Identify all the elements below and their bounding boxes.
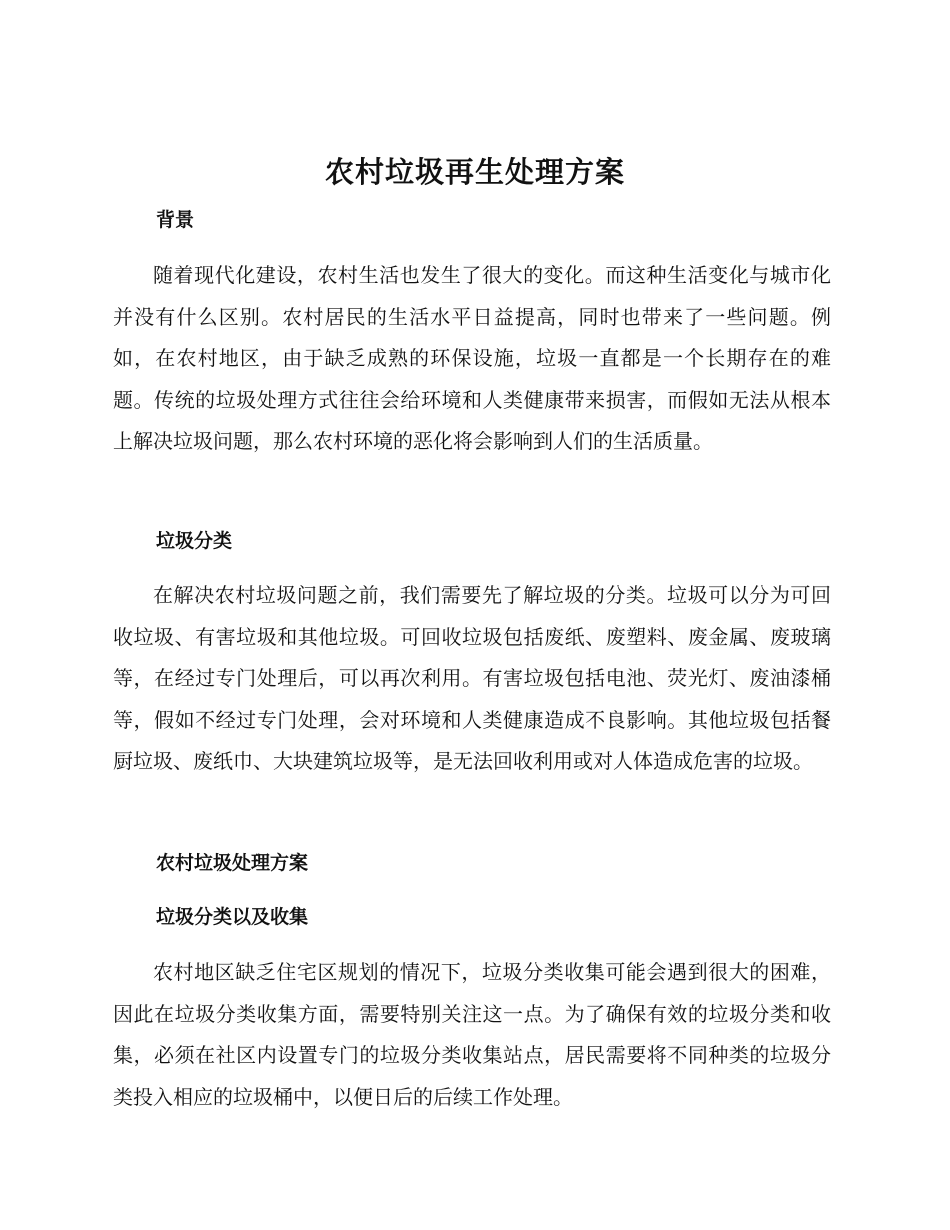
paragraph-background: 随着现代化建设，农村生活也发生了很大的变化。而这种生活变化与城市化并没有什么区别。农村居民的生活水平日益提高，同时也带来了一些问题。例如，在农村地区，由于缺乏成熟的环保设施，垃圾一直都是一个长期存在的难题。传统的垃圾处理方式往往会给环境和人类健康带来损害，而假如无法从根本上解决垃圾问题，那么农村环境的恶化将会影响到人们的生活质量。 <box>113 263 831 453</box>
paragraph-classification: 在解决农村垃圾问题之前，我们需要先了解垃圾的分类。垃圾可以分为可回收垃圾、有害垃圾和其他垃圾。可回收垃圾包括废纸、废塑料、废金属、废玻璃等，在经过专门处理后，可以再次利用。有害垃圾包括电池、荧光灯、废油漆桶等，假如不经过专门处理，会对环境和人类健康造成不良影响。其他垃圾包括餐厨垃圾、废纸巾、大块建筑垃圾等，是无法回收利用或对人体造成危害的垃圾。 <box>113 583 831 773</box>
section-heading-sorting-collection: 垃圾分类以及收集 <box>156 906 309 928</box>
section-heading-background: 背景 <box>156 209 195 231</box>
paragraph-sorting-collection: 农村地区缺乏住宅区规划的情况下，垃圾分类收集可能会遇到很大的困难，因此在垃圾分类收集方面，需要特别关注这一点。为了确保有效的垃圾分类和收集，必须在社区内设置专门的垃圾分类收集站点，居民需要将不同种类的垃圾分类投入相应的垃圾桶中，以便日后的后续工作处理。 <box>113 960 831 1109</box>
document-title: 农村垃圾再生处理方案 <box>324 155 625 189</box>
section-heading-treatment-plan: 农村垃圾处理方案 <box>156 852 309 874</box>
section-heading-classification: 垃圾分类 <box>156 530 233 552</box>
